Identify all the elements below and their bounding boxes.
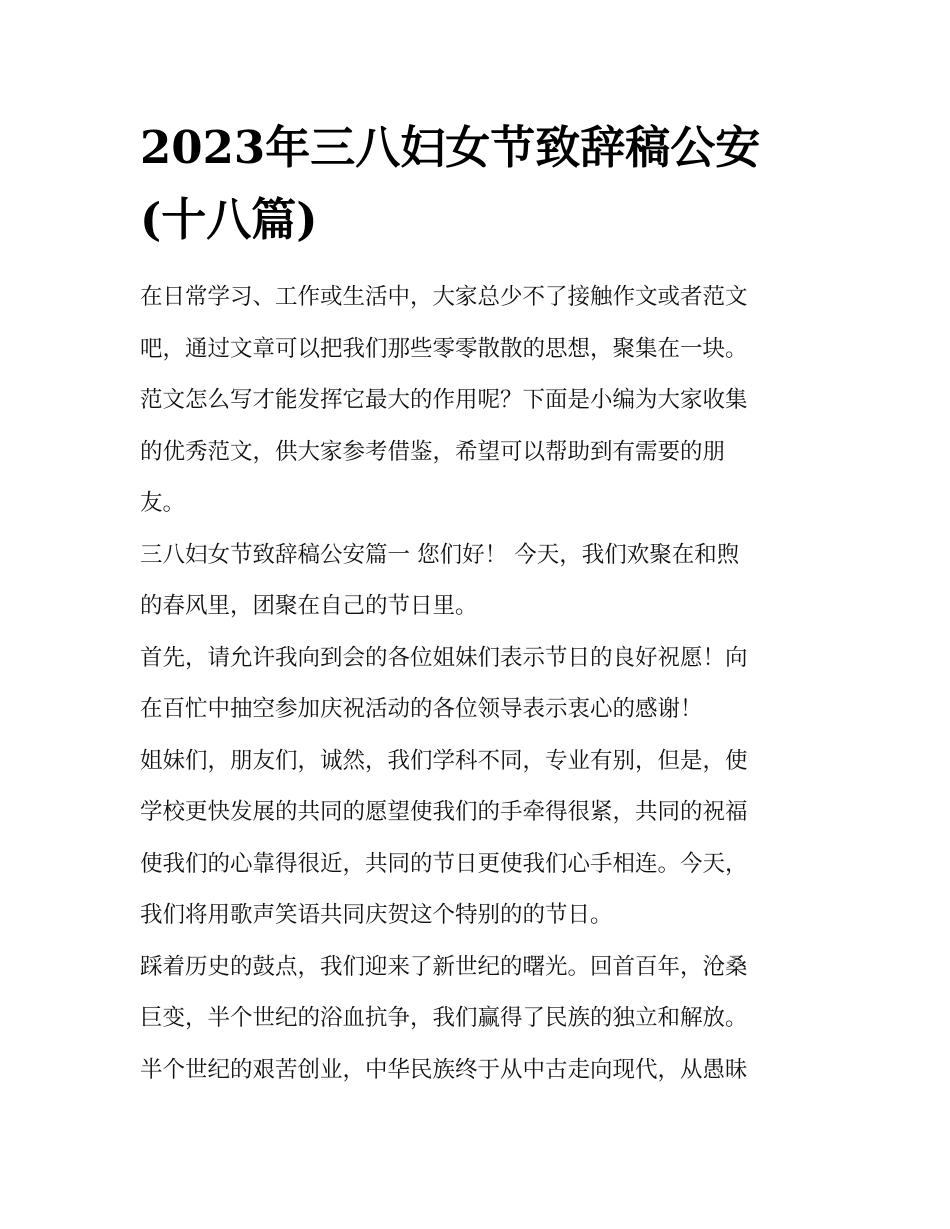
text-line: 我们将用歌声笑语共同庆贺这个特别的的节日。: [140, 902, 613, 928]
text-line: 友。: [140, 490, 186, 516]
text-line: 吧，通过文章可以把我们那些零零散散的思想，聚集在一块。: [140, 335, 748, 362]
paragraph-greeting: [140, 530, 812, 633]
paragraph-sisters: [140, 736, 812, 942]
document-content: [140, 112, 812, 1096]
text-line: 范文怎么写才能发挥它最大的作用呢？下面是小编为大家收集: [140, 387, 748, 413]
text-line: 巨变，半个世纪的浴血抗争，我们赢得了民族的独立和解放。: [140, 1005, 748, 1031]
text-line: 在百忙中抽空参加庆祝活动的各位领导表示衷心的感谢！: [140, 696, 703, 722]
paragraph-history: [140, 942, 812, 1097]
document-body: [140, 272, 812, 1096]
text-line: 首先，请允许我向到会的各位姐妹们表示节日的良好祝愿！向: [140, 644, 748, 671]
paragraph-wishes: [140, 633, 812, 736]
text-line: 使我们的心靠得很近，共同的节日更使我们心手相连。今天，: [140, 850, 748, 877]
text-line: 学校更快发展的共同的愿望使我们的手牵得很紧，共同的祝福: [140, 799, 748, 825]
title-line: 2023年三八妇女节致辞稿公安: [140, 121, 761, 174]
text-line: 的春风里，团聚在自己的节日里。: [140, 593, 478, 619]
text-line: 的优秀范文，供大家参考借鉴，希望可以帮助到有需要的朋: [140, 438, 726, 465]
text-line: 三八妇女节致辞稿公安篇一 您们好！ 今天，我们欢聚在和煦: [140, 541, 740, 568]
text-line: 在日常学习、工作或生活中，大家总少不了接触作文或者范文: [140, 284, 748, 310]
text-line: 半个世纪的艰苦创业，中华民族终于从中古走向现代，从愚昧: [140, 1056, 748, 1083]
title-line: (十八篇): [140, 193, 318, 246]
text-line: 踩着历史的鼓点，我们迎来了新世纪的曙光。回首百年，沧桑: [140, 953, 748, 980]
document-title: [140, 112, 812, 256]
paragraph-intro: [140, 272, 812, 530]
text-line: 姐妹们，朋友们，诚然，我们学科不同，专业有别，但是，使: [140, 747, 748, 774]
